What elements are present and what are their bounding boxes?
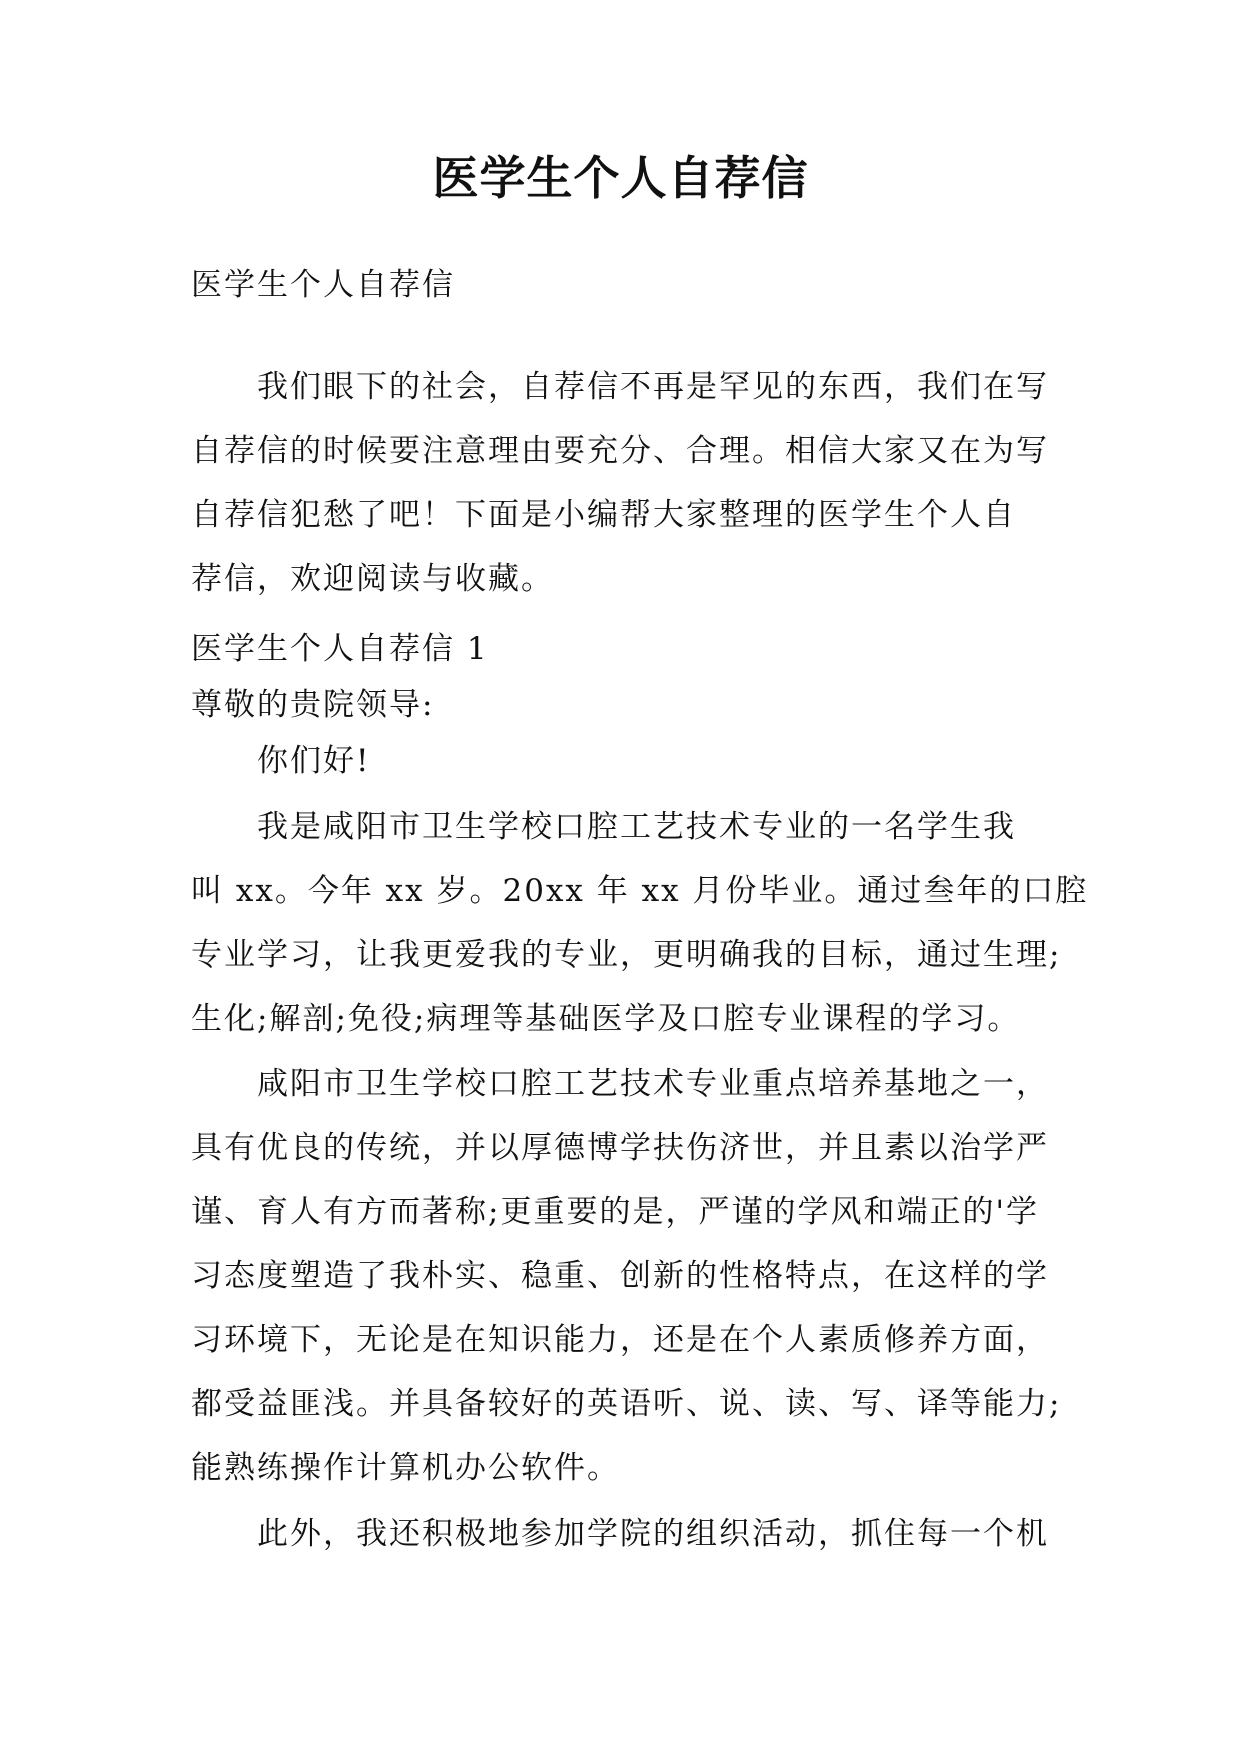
paragraph-line: 都受益匪浅。并具备较好的英语听、说、读、写、译等能力;: [191, 1386, 1062, 1422]
letter-block: [191, 621, 1071, 789]
intro-line: 我们眼下的社会，自荐信不再是罕见的东西，我们在写: [257, 369, 1049, 405]
greeting: 你们好!: [257, 743, 371, 779]
paragraph-line: 此外，我还积极地参加学院的组织活动，抓住每一个机: [257, 1516, 1049, 1552]
intro-paragraph: [191, 355, 1071, 611]
paragraph-line: 叫 xx。今年 xx 岁。20xx 年 xx 月份毕业。通过叁年的口腔: [191, 873, 1089, 909]
paragraph-line: 我是咸阳市卫生学校口腔工艺技术专业的一名学生我: [257, 809, 1016, 845]
intro-line: 荐信，欢迎阅读与收藏。: [191, 561, 554, 597]
document-title: 医学生个人自荐信: [432, 151, 809, 205]
paragraph-2: [191, 1052, 1071, 1500]
intro-line: 自荐信的时候要注意理由要充分、合理。相信大家又在为写: [191, 433, 1049, 469]
paragraph-line: 专业学习，让我更爱我的专业，更明确我的目标，通过生理;: [191, 937, 1062, 973]
paragraph-3: [191, 1502, 1071, 1566]
document-subtitle-block: [191, 253, 1071, 317]
paragraph-1: [191, 795, 1089, 1051]
paragraph-line: 生化;解剖;免役;病理等基础医学及口腔专业课程的学习。: [191, 1001, 1021, 1037]
paragraph-line: 具有优良的传统，并以厚德博学扶伤济世，并且素以治学严: [191, 1130, 1049, 1166]
paragraph-line: 习环境下，无论是在知识能力，还是在个人素质修养方面，: [191, 1322, 1049, 1358]
paragraph-line: 谨、育人有方而著称;更重要的是，严谨的学风和端正的'学: [191, 1194, 1039, 1230]
salutation: 尊敬的贵院领导:: [191, 687, 435, 723]
document-subtitle: 医学生个人自荐信: [191, 267, 455, 303]
paragraph-line: 咸阳市卫生学校口腔工艺技术专业重点培养基地之一，: [257, 1066, 1049, 1102]
paragraph-line: 能熟练操作计算机办公软件。: [191, 1450, 620, 1486]
intro-line: 自荐信犯愁了吧！下面是小编帮大家整理的医学生个人自: [191, 497, 1016, 533]
paragraph-line: 习态度塑造了我朴实、稳重、创新的性格特点，在这样的学: [191, 1258, 1049, 1294]
letter-heading: 医学生个人自荐信 1: [191, 631, 489, 667]
